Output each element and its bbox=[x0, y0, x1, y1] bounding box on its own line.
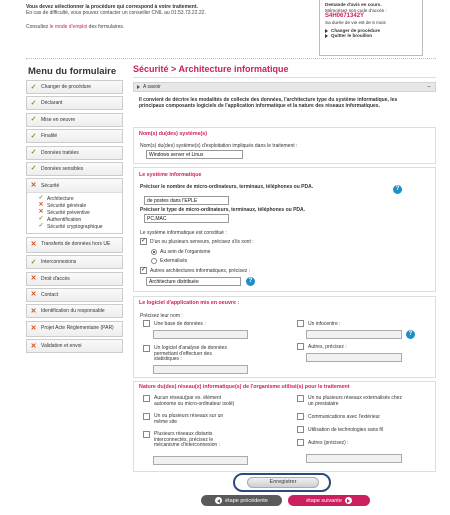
submenu-item-authentification[interactable] bbox=[38, 216, 122, 223]
asavoir-toggle[interactable] bbox=[133, 82, 436, 92]
submenu-item-label: Sécurité préventive bbox=[47, 209, 90, 216]
menu-item-interconnexions[interactable] bbox=[26, 255, 123, 269]
check-icon: ✓ bbox=[30, 165, 37, 173]
serveurs-checkbox[interactable]: ✓ bbox=[141, 238, 147, 244]
os-label: Nom(s) du(des) système(s) d'exploitation impliqués dans le traitement : bbox=[140, 143, 298, 149]
draft-title: Demande d'avis en cours. bbox=[325, 2, 382, 7]
arrow-right-icon bbox=[325, 34, 328, 38]
submenu-item-label: Authentification bbox=[47, 216, 82, 223]
externalises-checkbox[interactable] bbox=[297, 395, 304, 402]
check-icon: ✓ bbox=[30, 116, 37, 124]
check-icon: ✓ bbox=[30, 132, 37, 140]
check-icon: ✓ bbox=[38, 216, 44, 223]
check-icon: ✓ bbox=[30, 99, 37, 107]
menu-item-finalite[interactable] bbox=[26, 129, 123, 143]
distants-label: Plusieurs réseaux distants interconnectés, précisez le mécanisme d'interconnexion : bbox=[154, 431, 220, 448]
base-donnees-label: Une base de données : bbox=[154, 321, 206, 327]
check-icon: ✓ bbox=[38, 223, 44, 230]
menu-item-label: Changer de procédure bbox=[41, 84, 92, 90]
section-title-systeme: Le système informatique bbox=[139, 172, 202, 178]
menu-item-contact[interactable] bbox=[26, 288, 123, 302]
page-title: Sécurité > Architecture informatique bbox=[133, 64, 289, 74]
submenu-item-securite-preventive[interactable] bbox=[38, 209, 122, 216]
autres-reseau-label: Autres (précisez) : bbox=[308, 440, 349, 446]
help-icon[interactable]: ? bbox=[246, 277, 255, 286]
meme-site-label: Un ou plusieurs réseaux sur un même site bbox=[154, 413, 224, 425]
externalises-label: Un ou plusieurs réseaux externalisés chez un prestataire bbox=[308, 395, 402, 407]
menu-item-droit-acces[interactable] bbox=[26, 272, 123, 286]
autres-logiciel-checkbox[interactable] bbox=[297, 343, 304, 350]
form-menu bbox=[26, 80, 123, 355]
communications-checkbox[interactable] bbox=[297, 413, 304, 420]
menu-item-label: Projet Acte Réglementaire (PAR) bbox=[41, 324, 114, 331]
cross-icon: ✕ bbox=[30, 275, 37, 283]
submenu-item-architecture[interactable] bbox=[38, 195, 122, 202]
menu-item-label: Mise en oeuvre bbox=[41, 116, 76, 123]
autres-reseau-checkbox[interactable] bbox=[297, 439, 304, 446]
previous-step-label: étape précédente bbox=[225, 497, 268, 504]
arrow-right-icon bbox=[325, 29, 328, 33]
change-procedure-label: Changer de procédure bbox=[331, 27, 381, 33]
precisez-label: Précisez leur nom : bbox=[140, 313, 183, 319]
menu-item-label: Droit d'accès bbox=[41, 275, 70, 282]
validity-text: Sa durée de vie est de 6 mois bbox=[325, 20, 386, 26]
serveurs-label: D'un ou plusieurs serveurs, précisez s'ils sont : bbox=[150, 239, 254, 245]
submenu-item-securite-cryptographique[interactable] bbox=[38, 223, 122, 230]
section-title-noms: Nom(s) du(des) système(s) bbox=[139, 131, 207, 137]
submenu-item-label: Architecture bbox=[47, 195, 74, 202]
type-input[interactable]: PC,MAC bbox=[144, 214, 229, 223]
cross-icon: ✕ bbox=[30, 182, 37, 190]
check-icon: ✓ bbox=[38, 195, 44, 202]
cross-icon: ✕ bbox=[38, 202, 44, 209]
access-code: S4H0671342Y bbox=[325, 13, 365, 20]
nombre-input[interactable]: de postes dans l'EPLE bbox=[144, 196, 229, 205]
menu-item-declarant[interactable] bbox=[26, 96, 123, 110]
consult-line bbox=[26, 24, 266, 30]
arrow-left-icon bbox=[215, 497, 222, 504]
draft-info-box bbox=[319, 0, 423, 56]
section-title-logiciel: Le logiciel d'application mis en oeuvre : bbox=[139, 300, 240, 306]
menu-item-donnees-traitees[interactable] bbox=[26, 146, 123, 160]
quit-draft-link[interactable] bbox=[325, 33, 417, 39]
cross-icon: ✕ bbox=[30, 307, 37, 315]
help-icon[interactable]: ? bbox=[406, 330, 415, 339]
menu-item-label: Validation et envoi bbox=[41, 343, 82, 350]
radio-au-sein[interactable] bbox=[151, 249, 157, 255]
arrow-right-icon bbox=[345, 497, 352, 504]
previous-step-button[interactable] bbox=[201, 495, 282, 506]
autres-logiciel-label: Autres, précisez : bbox=[308, 344, 347, 350]
code-label: Mémorisez son code d'accès : bbox=[325, 7, 387, 13]
constitue-label: Le système informatique est constitué : bbox=[140, 230, 227, 236]
radio-externalises[interactable] bbox=[151, 258, 157, 264]
infocentre-checkbox[interactable] bbox=[297, 320, 304, 327]
intro-text bbox=[26, 4, 266, 30]
cross-icon: ✕ bbox=[30, 241, 37, 249]
menu-item-transferts-hors-ue[interactable] bbox=[26, 237, 123, 253]
check-icon: ✓ bbox=[30, 83, 37, 91]
quit-draft-label: Quitter le brouillon bbox=[331, 33, 373, 39]
menu-group-securite bbox=[26, 178, 123, 234]
asavoir-label: A savoir bbox=[143, 84, 161, 90]
top-divider bbox=[26, 58, 436, 59]
cross-icon: ✕ bbox=[38, 209, 44, 216]
communications-label: Communications avec l'extérieur bbox=[308, 414, 381, 420]
autres-reseau-input[interactable] bbox=[306, 454, 402, 463]
q-type-label: Préciser le type de micro-ordinateurs, terminaux, téléphones ou PDA. bbox=[140, 207, 306, 213]
menu-item-identification-responsable[interactable] bbox=[26, 304, 123, 318]
menu-item-label: Sécurité bbox=[41, 182, 60, 189]
base-donnees-checkbox[interactable] bbox=[143, 320, 150, 327]
consult-suffix: des formulaires. bbox=[88, 23, 125, 30]
menu-item-label: Données sensibles bbox=[41, 165, 84, 172]
help-icon[interactable]: ? bbox=[393, 185, 402, 194]
aucun-reseau-checkbox[interactable] bbox=[143, 395, 150, 402]
section-title-reseaux: Nature du(des) réseau(x) informatique(s) de l'organisme utilisé(s) pour le traitement bbox=[139, 384, 350, 390]
sans-fil-checkbox[interactable] bbox=[297, 426, 304, 433]
autres-archi-label: Autres architectures informatiques, précisez : bbox=[150, 268, 251, 274]
autres-archi-checkbox[interactable]: ✓ bbox=[141, 267, 147, 273]
intro-line-1: Vous devez sélectionner la procédure qui correspond à votre traitement. bbox=[26, 4, 198, 10]
menu-item-validation-envoi[interactable] bbox=[26, 339, 123, 353]
menu-item-label: Contact bbox=[41, 291, 59, 298]
cross-icon: ✕ bbox=[30, 325, 37, 333]
next-step-button[interactable] bbox=[288, 495, 370, 506]
cross-icon: ✕ bbox=[30, 342, 37, 350]
analyse-input[interactable] bbox=[153, 365, 248, 374]
menu-item-changer-procedure[interactable] bbox=[26, 80, 123, 94]
os-input[interactable]: Windows server et Linux bbox=[146, 150, 243, 159]
base-donnees-input[interactable] bbox=[153, 330, 248, 339]
menu-item-donnees-sensibles[interactable] bbox=[26, 162, 123, 176]
menu-item-securite[interactable] bbox=[27, 179, 122, 193]
autres-logiciel-input[interactable] bbox=[306, 353, 402, 362]
triangle-right-icon bbox=[137, 85, 140, 89]
meme-site-checkbox[interactable] bbox=[143, 413, 150, 420]
consult-prefix: Consultez bbox=[26, 23, 49, 30]
check-icon: ✓ bbox=[30, 258, 37, 266]
analyse-label: Un logiciel d'analyse de données permettant d'effectuer des statistiques : bbox=[154, 345, 227, 362]
q-nombre-label: Préciser le nombre de micro-ordinateurs, terminaux, téléphones ou PDA. bbox=[140, 184, 314, 190]
menu-item-mise-en-oeuvre[interactable] bbox=[26, 113, 123, 127]
interconnexion-input[interactable] bbox=[153, 456, 248, 465]
menu-item-label: Données traitées bbox=[41, 149, 79, 156]
menu-item-label: Transferts de données hors UE bbox=[41, 240, 111, 247]
sans-fil-label: Utilisation de technologies sans fil bbox=[308, 427, 384, 433]
menu-item-label: Finalité bbox=[41, 133, 58, 140]
infocentre-input[interactable] bbox=[306, 330, 402, 339]
submenu-item-securite-generale[interactable] bbox=[38, 202, 122, 209]
asavoir-text: Il convient de décrire les modalités de collecte des données, l'architecture type du système informatique, les principaux composants logiciels de l'application informatique et la nature des réseaux informatiques. bbox=[139, 97, 398, 110]
menu-item-label: Déclarant bbox=[41, 100, 63, 107]
check-icon: ✓ bbox=[30, 149, 37, 157]
submenu-item-label: Sécurité cryptographique bbox=[47, 223, 103, 230]
analyse-checkbox[interactable] bbox=[143, 345, 150, 352]
collapse-icon[interactable]: − bbox=[426, 84, 431, 91]
mode-emploi-link[interactable]: le mode d'emploi bbox=[49, 23, 88, 30]
menu-item-projet-acte[interactable] bbox=[26, 321, 123, 337]
menu-item-label: Identification du responsable bbox=[41, 308, 105, 315]
radio-externalises-label: Externalisés bbox=[160, 258, 188, 264]
title-divider bbox=[133, 77, 436, 78]
menu-title: Menu du formulaire bbox=[28, 66, 117, 77]
next-step-label: étape suivante bbox=[306, 497, 342, 504]
cross-icon: ✕ bbox=[30, 291, 37, 299]
infocentre-label: Un infocentre : bbox=[308, 321, 341, 327]
distants-checkbox[interactable] bbox=[143, 431, 150, 438]
intro-line-2: En cas de difficulté, vous pouvez contacter un conseiller CNIL au 01.53.73.22.22. bbox=[26, 10, 206, 17]
aucun-reseau-label: Aucun réseau(par ex. élément autonome ou micro-ordinateur isolé) bbox=[154, 395, 235, 407]
menu-item-label: Interconnexions bbox=[41, 259, 77, 266]
save-button[interactable]: Enregistrer bbox=[247, 477, 319, 488]
autres-archi-input[interactable]: Architecture distribuée bbox=[146, 277, 241, 286]
radio-au-sein-label: Au sein de l'organisme bbox=[160, 249, 211, 255]
submenu-item-label: Sécurité générale bbox=[47, 202, 87, 209]
